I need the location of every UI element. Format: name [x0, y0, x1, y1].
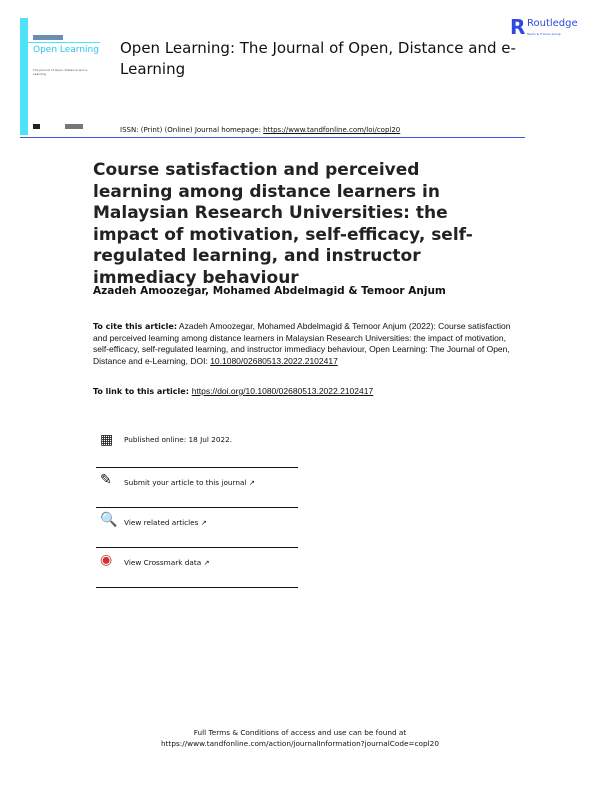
cover-subtitle: The Journal of Open, Distance and e-Learning	[33, 68, 89, 76]
homepage-link[interactable]: https://www.tandfonline.com/loi/copl20	[263, 126, 401, 134]
divider	[96, 587, 298, 589]
related-label[interactable]: View related articles ↗	[124, 518, 207, 527]
doi-link[interactable]: 10.1080/02680513.2022.2102417	[210, 355, 338, 366]
issn-label: ISSN: (Print) (Online) Journal homepage:	[120, 126, 264, 134]
crossmark-label[interactable]: View Crossmark data ↗	[124, 558, 210, 567]
edit-icon: ✎	[100, 472, 112, 488]
journal-name: Open Learning: The Journal of Open, Distance and e-Learning	[120, 39, 516, 78]
submit-label[interactable]: Submit your article to this journal ↗	[124, 478, 255, 487]
publisher-name: Routledge	[527, 18, 578, 29]
calendar-icon: ▦	[100, 432, 114, 448]
cover-thumbnails	[33, 35, 63, 40]
footer	[0, 727, 600, 749]
routledge-small-logo-icon	[65, 124, 83, 129]
article-link-line	[93, 386, 373, 396]
footer-line1: Full Terms & Conditions of access and use can be found at	[193, 728, 407, 737]
article-title: Course satisfaction and perceived learning among distance learners in Malaysian Research Universities: the impact of motivation, self-efficacy, self-regulated learning, and instructor immediacy behaviour	[93, 160, 473, 288]
crossmark-link[interactable]	[96, 548, 298, 588]
link-label: To link to this article:	[93, 387, 192, 396]
issn-line	[120, 126, 400, 134]
published-label: Published online: 18 Jul 2022.	[124, 435, 233, 444]
related-articles-link[interactable]	[96, 508, 298, 548]
published-row	[96, 428, 298, 468]
submit-article-link[interactable]	[96, 468, 298, 508]
citation	[93, 321, 513, 367]
authors: Azadeh Amoozegar, Mohamed Abdelmagid & Temoor Anjum	[93, 285, 446, 297]
cover-band	[28, 42, 100, 43]
footer-link[interactable]: https://www.tandfonline.com/action/journalInformation?journalCode=copl20	[161, 739, 439, 748]
cover-title: Open Learning	[33, 45, 99, 55]
cite-label: To cite this article:	[93, 322, 178, 331]
journal-cover	[20, 18, 100, 135]
article-link[interactable]: https://doi.org/10.1080/02680513.2022.2102417	[191, 386, 374, 396]
cover-strip	[20, 18, 28, 135]
search-document-icon: 🔍	[100, 512, 118, 528]
ou-logo-icon	[33, 124, 40, 129]
crossmark-icon: ◉	[100, 552, 113, 568]
cite-text: Azadeh Amoozegar, Mohamed Abdelmagid & Temoor Anjum (2022): Course satisfaction and perceived learning among distance learners in Malaysian Research Universities: the impact of motivation, self-efficacy, self-regulated learning, and instructor immediacy behaviour, Open Learning: The Journal of Open, Distance and e-Learning, DOI:	[93, 321, 511, 366]
header-divider	[20, 137, 525, 138]
routledge-r-icon: R	[510, 15, 526, 39]
publisher-sub: Taylor & Francis Group	[527, 32, 561, 36]
